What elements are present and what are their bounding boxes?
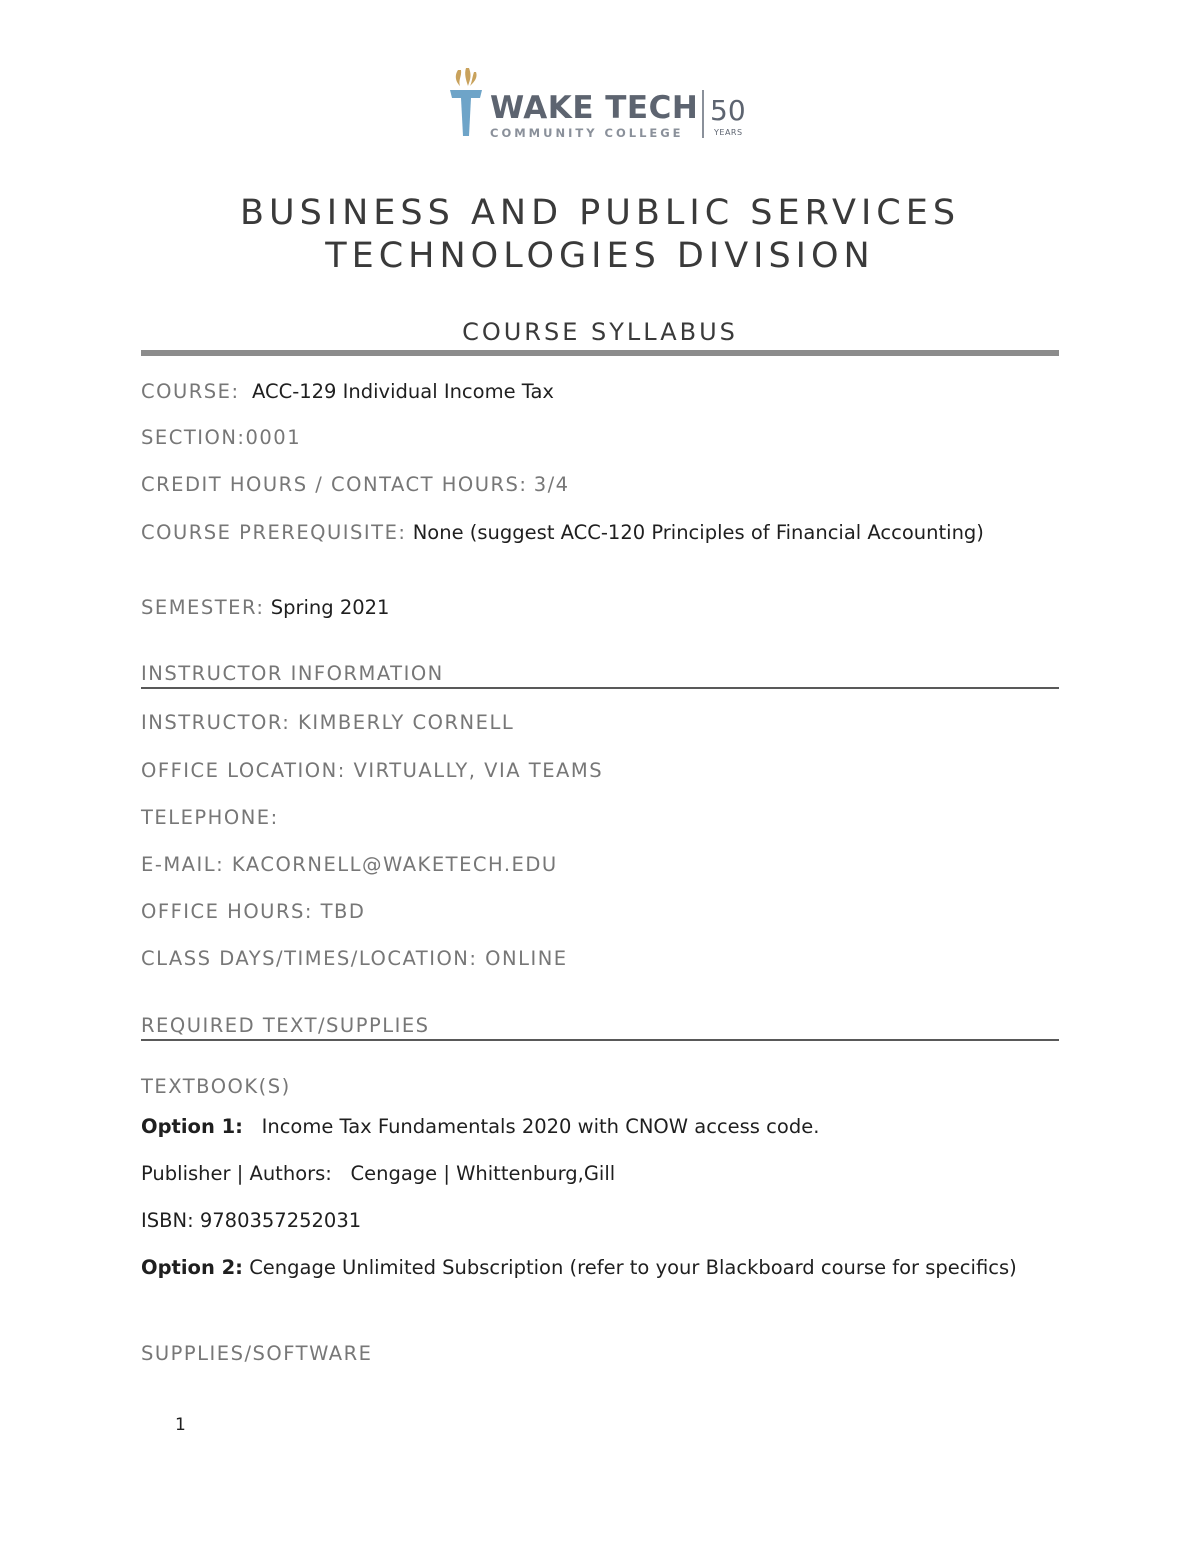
course-label: COURSE:: [141, 380, 240, 403]
title-divider: [141, 350, 1059, 356]
option2-row: [141, 1255, 1041, 1281]
credit-hours-row: [141, 472, 1071, 498]
page-number: 1: [175, 1415, 186, 1435]
option2-label: Option 2:: [141, 1256, 243, 1279]
section-value: 0001: [245, 426, 302, 449]
publisher-value: Cengage | Whittenburg,Gill: [350, 1162, 616, 1185]
isbn: ISBN: 9780357252031: [141, 1209, 362, 1232]
division-title-line2: TECHNOLOGIES DIVISION: [325, 236, 875, 276]
section-label: SECTION:: [141, 426, 246, 449]
section-row: [141, 425, 1071, 451]
logo-divider: [702, 90, 704, 138]
logo-years-label: YEARS: [714, 128, 743, 137]
supplies-software-label: SUPPLIES/SOFTWARE: [141, 1342, 373, 1365]
syllabus-title: COURSE SYLLABUS: [462, 318, 738, 346]
option1-value: Income Tax Fundamentals 2020 with CNOW access code.: [261, 1115, 820, 1138]
wake-tech-logo: [444, 66, 764, 146]
required-texts-heading: REQUIRED TEXT/SUPPLIES: [141, 1014, 430, 1037]
publisher-label: Publisher | Authors:: [141, 1162, 332, 1185]
semester-value: Spring 2021: [270, 596, 390, 619]
credit-hours-value: 3/4: [533, 473, 570, 496]
instructor-name: INSTRUCTOR: KIMBERLY CORNELL: [141, 711, 515, 734]
logo-wordmark: WAKE TECH: [490, 90, 699, 126]
textbooks-label: TEXTBOOK(S): [141, 1075, 291, 1098]
logo-years-number: 50: [710, 94, 746, 127]
division-title-line1: BUSINESS AND PUBLIC SERVICES: [239, 193, 961, 233]
office-location: OFFICE LOCATION: VIRTUALLY, VIA TEAMS: [141, 759, 604, 782]
credit-hours-label: CREDIT HOURS / CONTACT HOURS:: [141, 473, 528, 496]
course-row: [141, 379, 1071, 405]
semester-row: [141, 595, 1071, 621]
semester-label: SEMESTER:: [141, 596, 265, 619]
instructor-section-divider: [141, 687, 1059, 689]
email: E-MAIL: KACORNELL@WAKETECH.EDU: [141, 853, 558, 876]
course-value: ACC-129 Individual Income Tax: [251, 380, 554, 403]
prerequisite-value: None (suggest ACC-120 Principles of Financial Accounting): [412, 521, 984, 544]
required-texts-divider: [141, 1039, 1059, 1041]
prerequisite-row: [141, 520, 1041, 546]
office-hours: OFFICE HOURS: TBD: [141, 900, 366, 923]
instructor-section-heading: INSTRUCTOR INFORMATION: [141, 662, 444, 685]
class-days-times-location: CLASS DAYS/TIMES/LOCATION: ONLINE: [141, 947, 568, 970]
torch-icon: [444, 66, 484, 146]
prerequisite-label: COURSE PREREQUISITE:: [141, 521, 407, 544]
telephone: TELEPHONE:: [141, 806, 279, 829]
option2-value: Cengage Unlimited Subscription (refer to your Blackboard course for specifics): [249, 1256, 1017, 1279]
logo-subtitle: COMMUNITY COLLEGE: [490, 126, 684, 140]
publisher-row: [141, 1161, 1071, 1187]
option1-label: Option 1:: [141, 1115, 243, 1138]
option1-row: [141, 1114, 1071, 1140]
